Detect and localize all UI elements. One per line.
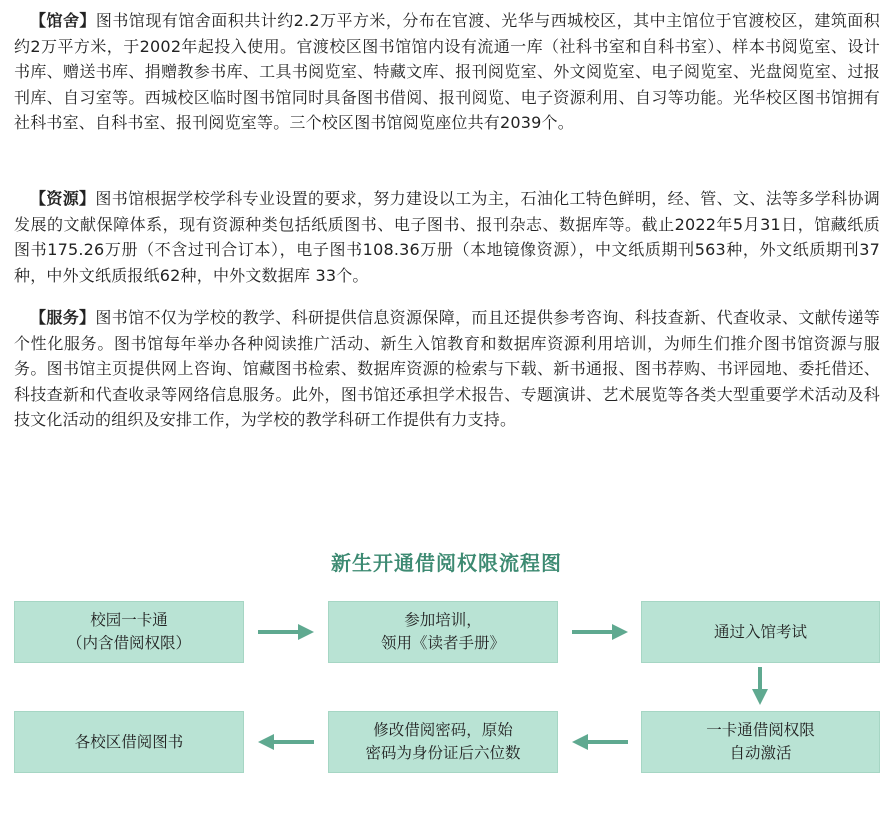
flow-step-line: 修改借阅密码，原始 <box>373 721 513 739</box>
arrow-left-icon <box>572 733 628 751</box>
flow-step-line: 一卡通借阅权限 <box>706 721 815 739</box>
flow-step-line: 参加培训， <box>404 611 482 629</box>
paragraph-services <box>14 305 880 433</box>
flow-step-line: 各校区借阅图书 <box>74 732 184 751</box>
flow-step-entrance-exam <box>641 601 880 663</box>
flow-step-campus-card <box>14 601 244 663</box>
arrow-right-icon <box>258 623 314 641</box>
paragraph-heading: 【馆舍】 <box>30 11 96 30</box>
flow-step-borrow-books <box>14 711 244 773</box>
flow-step-line: 校园一卡通 <box>90 611 168 629</box>
paragraph-facilities <box>14 8 880 136</box>
arrow-left-icon <box>258 733 314 751</box>
paragraph-heading: 【资源】 <box>30 189 96 208</box>
flow-step-line: 通过入馆考试 <box>713 622 807 641</box>
flow-step-auto-activation <box>641 711 880 773</box>
paragraph-body: 图书馆根据学校学科专业设置的要求，努力建设以工为主，石油化工特色鲜明，经、管、文、法等多学科协调发展的文献保障体系，现有资源种类包括纸质图书、电子图书、报刊杂志、数据库等。截止2022年5月31日，馆藏纸质图书175.26万册（不含过刊合订本），电子图书108.36万册（本地镜像资源），中文纸质期刊563种，外文纸质期刊37种，中外文纸质报纸62种，中外文数据库 33个。 <box>14 189 880 285</box>
flow-step-line: （内含借阅权限） <box>66 634 191 652</box>
paragraph-body: 图书馆不仅为学校的教学、科研提供信息资源保障，而且还提供参考咨询、科技查新、代查收录、文献传递等个性化服务。图书馆每年举办各种阅读推广活动、新生入馆教育和数据库资源利用培训，为师生们推介图书馆资源与服务。图书馆主页提供网上咨询、馆藏图书检索、数据库资源的检索与下载、新书通报、图书荐购、书评园地、委托借还、科技查新和代查收录等网络信息服务。此外，图书馆还承担学术报告、专题演讲、艺术展览等各类大型重要学术活动及科技文化活动的组织及安排工作，为学校的教学科研工作提供有力支持。 <box>14 308 880 429</box>
flow-step-line: 密码为身份证后六位数 <box>365 744 521 762</box>
flowchart-title: 新生开通借阅权限流程图 <box>331 551 562 575</box>
paragraph-body: 图书馆现有馆舍面积共计约2.2万平方米，分布在官渡、光华与西城校区，其中主馆位于官渡校区，建筑面积约2万平方米，于2002年起投入使用。官渡校区图书馆馆内设有流通一库（社科书室和自科书室）、样本书阅览室、设计书库、赠送书库、捐赠教参书库、工具书阅览室、特藏文库、报刊阅览室、外文阅览室、电子阅览室、光盘阅览室、过报刊库、自习室等。西城校区临时图书馆同时具备图书借阅、报刊阅览、电子资源利用、自习等功能。光华校区图书馆拥有社科书室、自科书室、报刊阅览室等。三个校区图书馆阅览座位共有2039个。 <box>14 11 880 132</box>
flow-step-training <box>328 601 558 663</box>
arrow-down-icon <box>751 667 769 705</box>
paragraph-heading: 【服务】 <box>30 308 96 327</box>
flow-step-line: 自动激活 <box>729 744 792 762</box>
flow-step-line: 领用《读者手册》 <box>380 634 505 652</box>
flow-step-change-password <box>328 711 558 773</box>
paragraph-resources <box>14 186 880 288</box>
arrow-right-icon <box>572 623 628 641</box>
